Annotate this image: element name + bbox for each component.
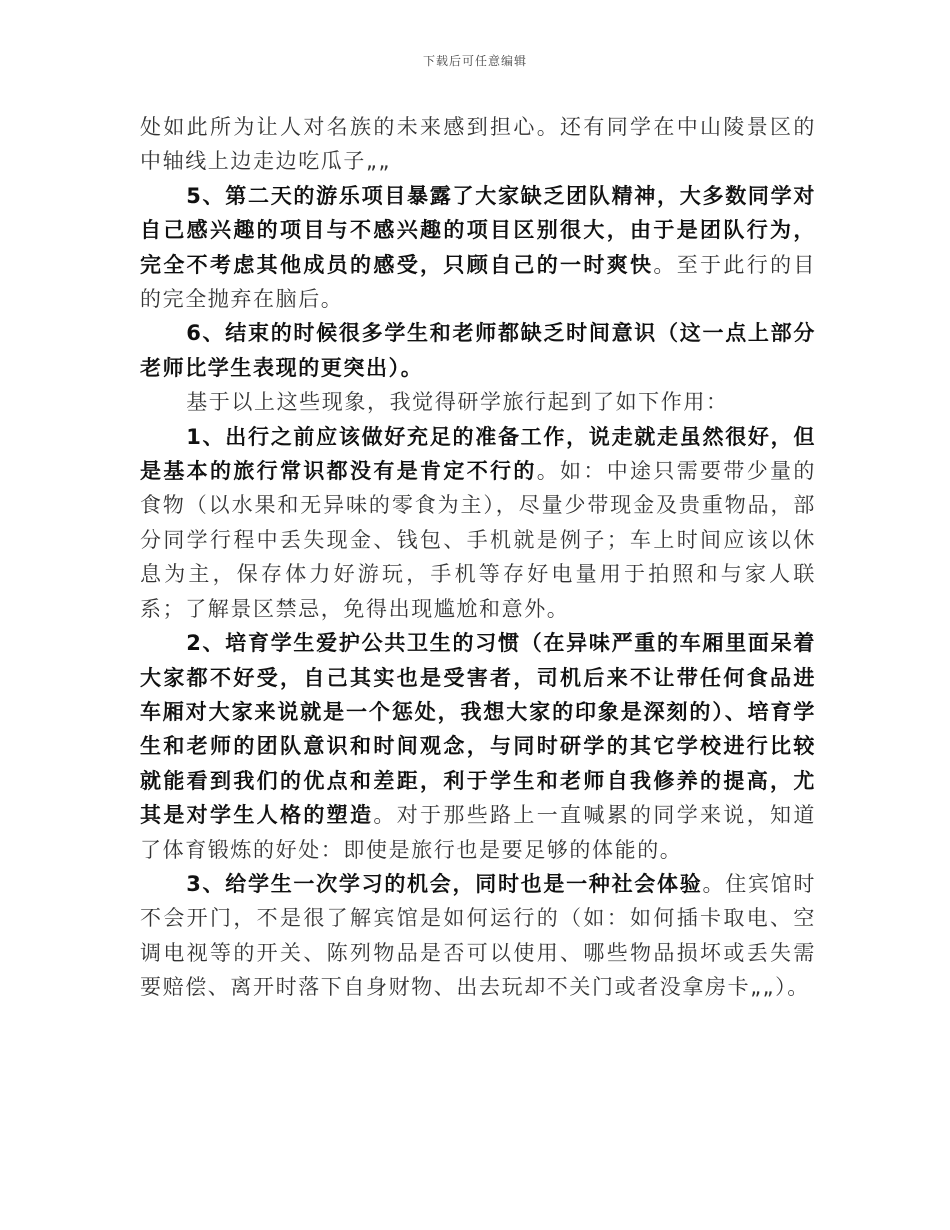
paragraph-text: 。至于此行的目的完全抛弃在脑后。 [140,252,817,312]
document-body [140,110,816,1005]
paragraph-point-5 [140,179,816,317]
paragraph-point-6 [140,316,816,385]
paragraph-continuation [140,110,816,179]
paragraph-bold-text: 3、给学生一次学习的机会，同时也是一种社会体验 [186,871,703,896]
paragraph-bold-text: 6、结束的时候很多学生和老师都缺乏时间意识（这一点上部分老师比学生表现的更突出）。 [140,321,816,380]
paragraph-text: 。住宾馆时不会开门，不是很了解宾馆是如何运行的（如：如何插卡取电、空调电视等的开关、陈列物品是否可以使用、哪些物品损坏或丢失需要赔偿、离开时落下自身财物、出去玩却不关门或者没拿房卡„„）。 [140,871,817,1000]
paragraph-bold-text: 5、第二天的游乐项目暴露了大家缺乏团队精神，大多数同学对自己感兴趣的项目与不感兴趣的项目区别很大，由于是团队行为，完全不考虑其他成员的感受，只顾自己的一时爽快 [140,183,816,277]
paragraph-effect-1 [140,420,816,626]
paragraph-text: 基于以上这些现象，我觉得研学旅行起到了如下作用： [186,390,729,415]
paragraph-effect-3 [140,867,816,1005]
paragraph-bold-text: 2、培育学生爱护公共卫生的习惯（在异味严重的车厢里面呆着大家都不好受，自己其实也是受害者，司机后来不让带任何食品进车厢对大家来说就是一个惩处，我想大家的印象是深刻的）、培育学生和老师的团队意识和时间观念，与同时研学的其它学校进行比较就能看到我们的优点和差距，利于学生和老师自我修养的提高，尤其是对学生人格的塑造 [140,631,816,828]
header-note: 下载后可任意编辑 [422,54,527,68]
paragraph-text: 。如：中途只需要带少量的食物（以水果和无异味的零食为主），尽量少带现金及贵重物品，部分同学行程中丢失现金、钱包、手机就是例子；车上时间应该以休息为主，保存体力好游玩，手机等存好电量用于拍照和与家人联系；了解景区禁忌，免得出现尴尬和意外。 [140,459,816,621]
paragraph-bold-text: 1、出行之前应该做好充足的准备工作，说走就走虽然很好，但是基本的旅行常识都没有是肯定不行的 [140,424,816,484]
paragraph-effect-2 [140,626,816,867]
paragraph-text: 处如此所为让人对名族的未来感到担心。还有同学在中山陵景区的中轴线上边走边吃瓜子„„ [140,115,816,174]
paragraph-summary-intro [140,385,816,419]
paragraph-text: 。对于那些路上一直喊累的同学来说，知道了体育锻炼的好处：即使是旅行也是要足够的体能的。 [140,803,816,862]
